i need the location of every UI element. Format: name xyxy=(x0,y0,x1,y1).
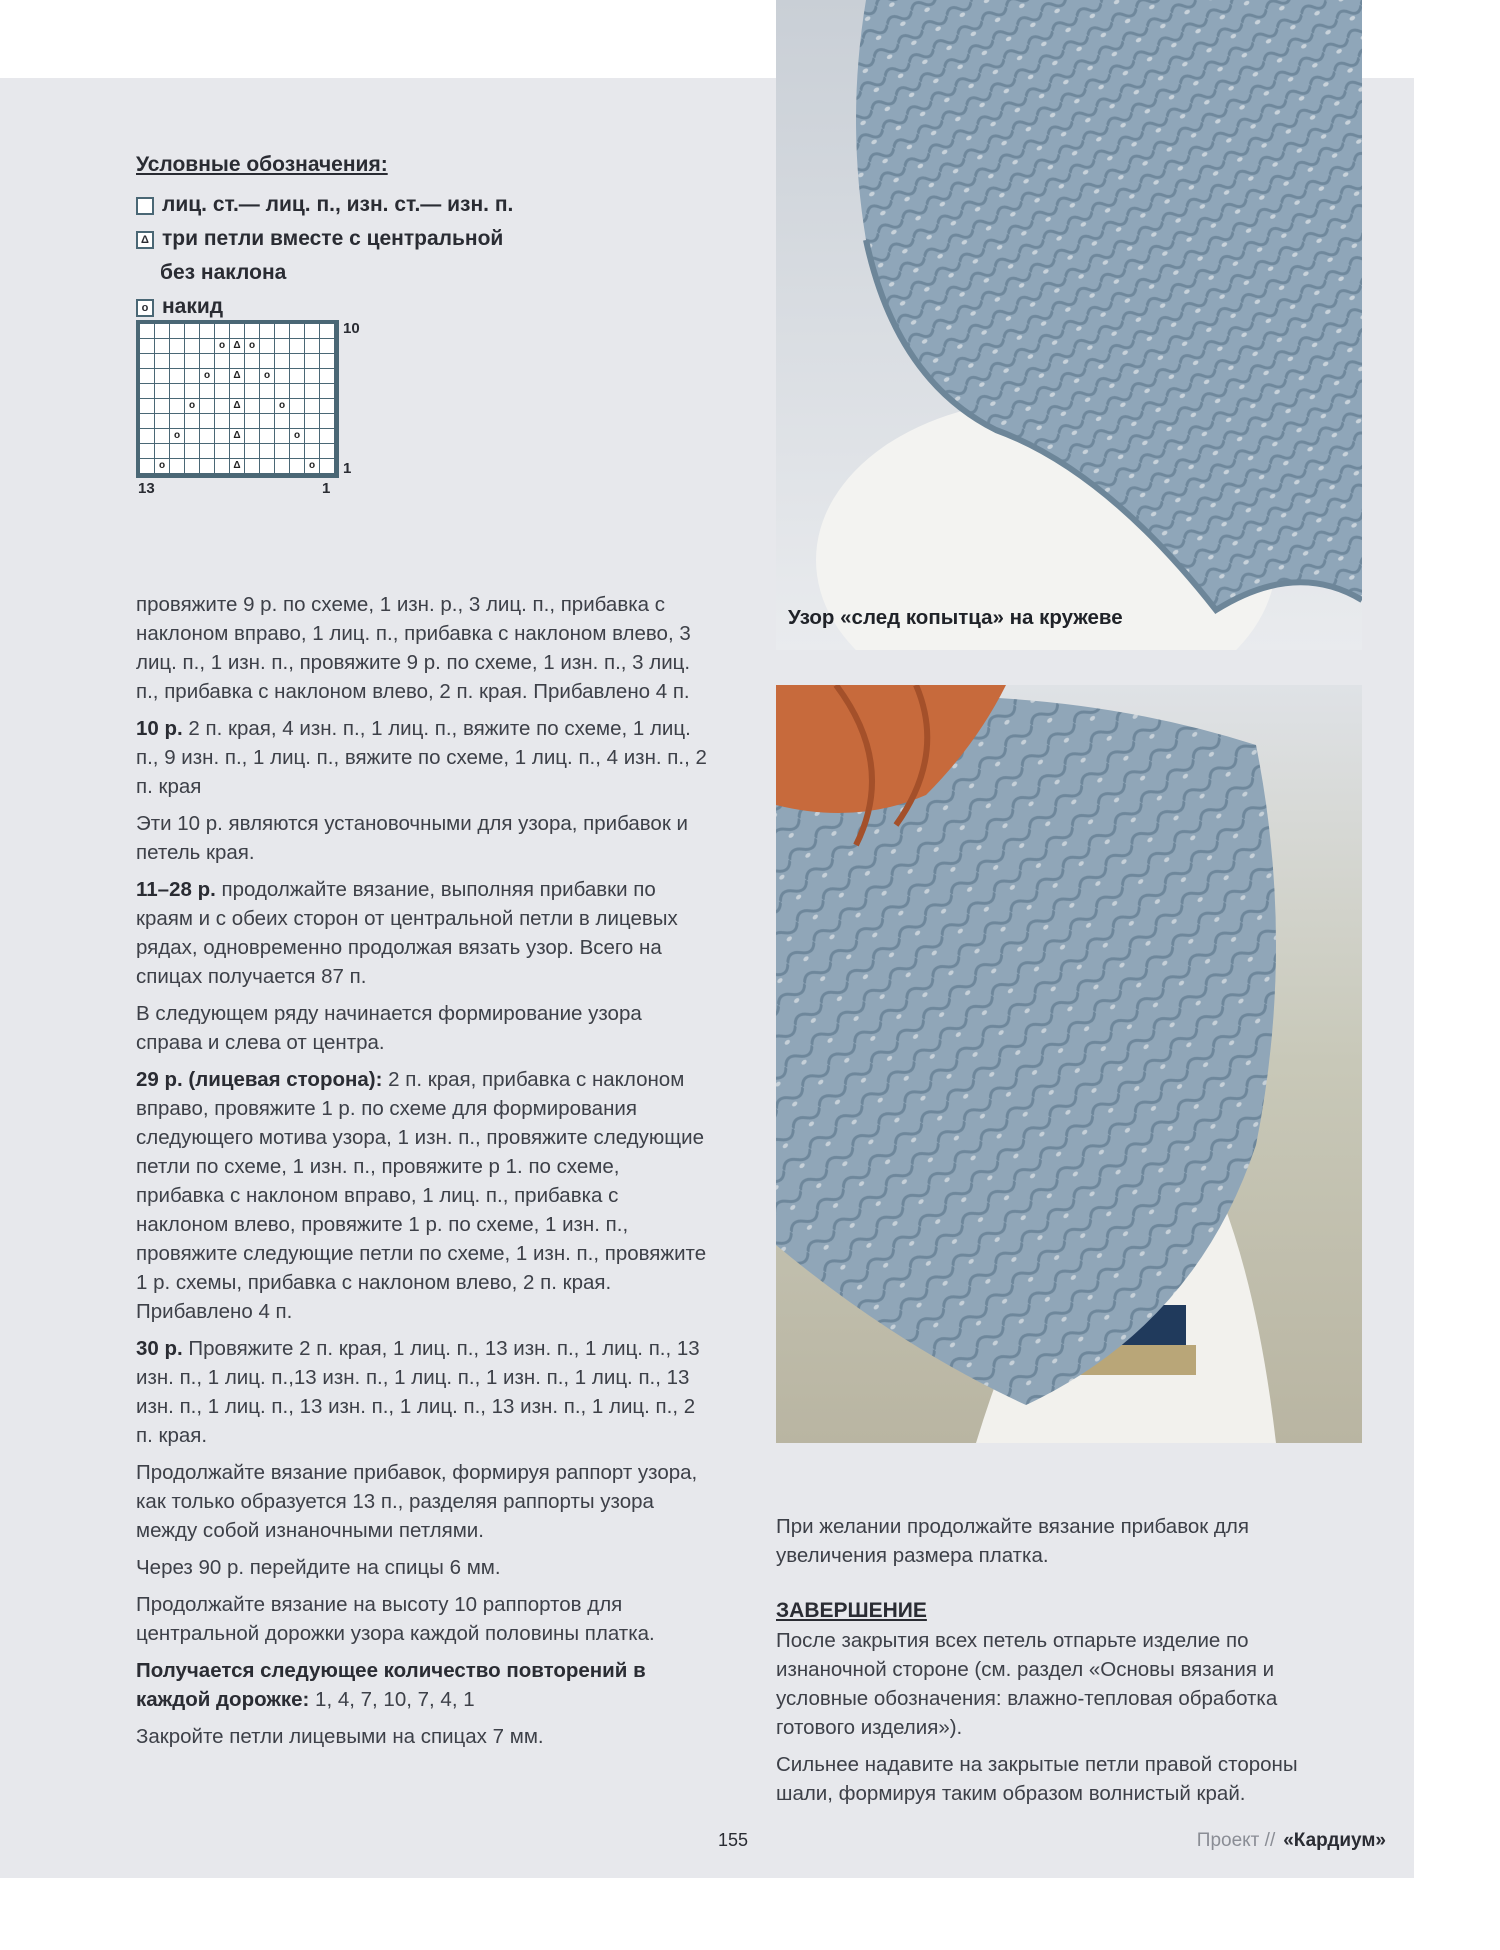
chart-cell-knit xyxy=(290,339,305,354)
chart-cell-decrease: Δ xyxy=(230,369,245,384)
chart-cell-knit xyxy=(275,354,290,369)
chart-cell-knit xyxy=(275,444,290,459)
chart-cell-knit xyxy=(185,444,200,459)
triangle-symbol-icon: Δ xyxy=(136,231,154,249)
chart-cell-knit xyxy=(260,429,275,444)
chart-cell-knit xyxy=(140,369,155,384)
chart-cell-knit xyxy=(155,429,170,444)
row-label: 11–28 р. xyxy=(136,878,216,901)
chart-cell-knit xyxy=(320,369,335,384)
legend-item-label: накид xyxy=(162,295,224,318)
chart-cell-knit xyxy=(170,459,185,474)
chart-cell-knit xyxy=(215,354,230,369)
chart-grid xyxy=(136,320,339,478)
shawl-back-photo xyxy=(776,685,1362,1443)
chart-cell-knit xyxy=(140,429,155,444)
chart-cell-knit xyxy=(275,414,290,429)
chart-cell-yarnover: o xyxy=(170,429,185,444)
chart-cell-knit xyxy=(320,324,335,339)
chart-cell-knit xyxy=(305,399,320,414)
chart-cell-knit xyxy=(155,414,170,429)
chart-cell-knit xyxy=(200,324,215,339)
chart-cell-knit xyxy=(170,444,185,459)
chart-cell-knit xyxy=(305,354,320,369)
legend-title: Условные обозначения: xyxy=(136,153,388,176)
chart-cell-knit xyxy=(185,384,200,399)
paragraph: Через 90 р. перейдите на спицы 6 мм. xyxy=(136,1556,501,1579)
paragraph: Продолжайте вязание на высоту 10 раппортов для центральной дорожки узора каждой половины платка. xyxy=(136,1593,655,1645)
chart-col-label-right: 1 xyxy=(322,480,331,497)
chart-cell-knit xyxy=(155,339,170,354)
chart-cell-knit xyxy=(140,354,155,369)
paragraph: Эти 10 р. являются установочными для узора, прибавок и петель края. xyxy=(136,812,688,864)
chart-cell-knit xyxy=(230,324,245,339)
chart-cell-knit xyxy=(185,429,200,444)
chart-cell-knit xyxy=(275,369,290,384)
chart-cell-knit xyxy=(320,339,335,354)
chart-cell-knit xyxy=(170,324,185,339)
finishing-section xyxy=(776,1596,1356,1816)
chart-cell-knit xyxy=(275,324,290,339)
chart-cell-decrease: Δ xyxy=(230,399,245,414)
chart-cell-knit xyxy=(200,339,215,354)
chart-cell-knit xyxy=(140,414,155,429)
chart-cell-knit xyxy=(320,354,335,369)
chart-cell-knit xyxy=(260,339,275,354)
row-label: 30 р. xyxy=(136,1337,183,1360)
chart-cell-knit xyxy=(245,384,260,399)
circle-symbol-icon: o xyxy=(136,299,154,317)
chart-cell-knit xyxy=(260,354,275,369)
chart-cell-knit xyxy=(245,429,260,444)
legend-item-knit xyxy=(136,188,616,222)
chart-cell-knit xyxy=(260,459,275,474)
chart-cell-knit xyxy=(200,429,215,444)
chart-cell-knit xyxy=(230,384,245,399)
chart-cell-knit xyxy=(290,444,305,459)
instructions-right-column xyxy=(776,1512,1356,1578)
chart-cell-knit xyxy=(305,324,320,339)
chart-cell-knit xyxy=(305,384,320,399)
chart-cell-knit xyxy=(320,414,335,429)
paragraph: 29 р. (лицевая сторона): 2 п. края, прибавка с наклоном вправо, провяжите 1 р. по схеме для формирования следующего мотива узора, 1 изн. п., провяжите следующие петли по схеме, 1 изн. п., провяжите р 1. по схеме, прибавка с наклоном вправо, 1 лиц. п., прибавка с наклоном влево, провяжите 1 р. по схеме, 1 изн. п., провяжите следующие петли по схеме, 1 изн. п., провяжите 1 р. схемы, прибавка с наклоном влево, 2 п. края. Прибавлено 4 п. xyxy=(136,1068,707,1323)
chart-cell-knit xyxy=(155,444,170,459)
chart-cell-knit xyxy=(185,324,200,339)
chart-cell-knit xyxy=(245,324,260,339)
paragraph: При желании продолжайте вязание прибавок для увеличения размера платка. xyxy=(776,1515,1249,1567)
legend-item-decrease-cont xyxy=(136,256,616,290)
chart-cell-knit xyxy=(305,369,320,384)
chart-cell-knit xyxy=(140,459,155,474)
chart-cell-knit xyxy=(305,414,320,429)
chart-cell-knit xyxy=(185,414,200,429)
chart-cell-knit xyxy=(215,399,230,414)
chart-cell-knit xyxy=(170,339,185,354)
chart-cell-knit xyxy=(275,384,290,399)
chart-cell-knit xyxy=(290,384,305,399)
chart-cell-knit xyxy=(290,459,305,474)
legend-item-label: лиц. ст.— лиц. п., изн. ст.— изн. п. xyxy=(162,193,514,216)
chart-cell-yarnover: o xyxy=(185,399,200,414)
section-heading: ЗАВЕРШЕНИЕ xyxy=(776,1599,927,1622)
chart-cell-knit xyxy=(260,399,275,414)
chart-cell-knit xyxy=(320,444,335,459)
chart-cell-yarnover: o xyxy=(155,459,170,474)
chart-cell-knit xyxy=(185,459,200,474)
chart-cell-knit xyxy=(260,324,275,339)
chart-cell-knit xyxy=(245,399,260,414)
legend-item-label-cont: без наклона xyxy=(160,261,287,284)
chart-cell-knit xyxy=(275,459,290,474)
chart-cell-knit xyxy=(260,384,275,399)
chart-cell-knit xyxy=(305,444,320,459)
knitting-chart xyxy=(136,320,360,497)
chart-cell-knit xyxy=(140,444,155,459)
chart-cell-knit xyxy=(170,354,185,369)
chart-cell-knit xyxy=(170,369,185,384)
chart-cell-knit xyxy=(230,444,245,459)
row-label: 10 р. xyxy=(136,717,183,740)
empty-square-icon xyxy=(136,197,154,215)
chart-cell-knit xyxy=(215,369,230,384)
chart-cell-knit xyxy=(260,444,275,459)
running-footer xyxy=(1197,1830,1386,1852)
chart-cell-decrease: Δ xyxy=(230,459,245,474)
chart-cell-knit xyxy=(155,384,170,399)
chart-cell-knit xyxy=(275,429,290,444)
chart-cell-knit xyxy=(290,399,305,414)
chart-cell-yarnover: o xyxy=(215,339,230,354)
paragraph: Сильнее надавите на закрытые петли правой стороны шали, формируя таким образом волнистый край. xyxy=(776,1753,1298,1805)
chart-cell-knit xyxy=(140,324,155,339)
chart-cell-knit xyxy=(245,414,260,429)
paragraph: провяжите 9 р. по схеме, 1 изн. р., 3 лиц. п., прибавка с наклоном вправо, 1 лиц. п., прибавка с наклоном влево, 3 лиц. п., 1 изн. п., провяжите 9 р. по схеме, 1 изн. п., 3 лиц. п., прибавка с наклоном влево, 2 п. края. Прибавлено 4 п. xyxy=(136,593,691,703)
instructions-left-column xyxy=(136,590,711,1759)
chart-cell-knit xyxy=(140,384,155,399)
paragraph: Продолжайте вязание прибавок, формируя раппорт узора, как только образуется 13 п., разделяя раппорты узора между собой изнаночными петлями. xyxy=(136,1461,698,1542)
chart-cell-knit xyxy=(245,459,260,474)
chart-cell-knit xyxy=(155,369,170,384)
chart-cell-knit xyxy=(200,384,215,399)
chart-cell-decrease: Δ xyxy=(230,429,245,444)
chart-row-label-bottom: 1 xyxy=(343,460,352,477)
chart-cell-knit xyxy=(320,429,335,444)
chart-cell-knit xyxy=(215,444,230,459)
chart-cell-knit xyxy=(290,354,305,369)
chart-cell-knit xyxy=(290,369,305,384)
chart-cell-knit xyxy=(320,384,335,399)
chart-cell-yarnover: o xyxy=(275,399,290,414)
chart-cell-knit xyxy=(215,429,230,444)
chart-cell-knit xyxy=(140,399,155,414)
chart-cell-knit xyxy=(305,429,320,444)
paragraph: Закройте петли лицевыми на спицах 7 мм. xyxy=(136,1725,544,1748)
chart-cell-yarnover: o xyxy=(200,369,215,384)
chart-cell-knit xyxy=(290,324,305,339)
chart-cell-knit xyxy=(200,459,215,474)
chart-cell-knit xyxy=(215,414,230,429)
legend-item-label: три петли вместе с центральной xyxy=(162,227,504,250)
chart-col-label-left: 13 xyxy=(138,480,155,497)
chart-cell-knit xyxy=(215,324,230,339)
chart-cell-knit xyxy=(245,354,260,369)
row-label: Получается следующее количество повторений в каждой дорожке: xyxy=(136,1659,646,1711)
chart-cell-knit xyxy=(185,339,200,354)
chart-cell-yarnover: o xyxy=(305,459,320,474)
chart-cell-decrease: Δ xyxy=(230,339,245,354)
chart-cell-knit xyxy=(215,384,230,399)
chart-cell-knit xyxy=(200,354,215,369)
chart-cell-knit xyxy=(170,399,185,414)
chart-cell-knit xyxy=(305,339,320,354)
chart-cell-knit xyxy=(290,414,305,429)
chart-cell-knit xyxy=(245,369,260,384)
chart-cell-knit xyxy=(170,414,185,429)
paragraph: 10 р. 2 п. края, 4 изн. п., 1 лиц. п., вяжите по схеме, 1 лиц. п., 9 изн. п., 1 лиц. п., вяжите по схеме, 1 лиц. п., 4 изн. п., 2 п. края xyxy=(136,717,707,798)
chart-cell-knit xyxy=(320,399,335,414)
chart-cell-knit xyxy=(155,354,170,369)
chart-cell-knit xyxy=(215,459,230,474)
page-number: 155 xyxy=(718,1830,749,1850)
legend xyxy=(136,150,616,324)
chart-cell-knit xyxy=(245,444,260,459)
chart-cell-knit xyxy=(140,339,155,354)
footer-title: «Кардиум» xyxy=(1283,1830,1386,1851)
chart-cell-knit xyxy=(155,324,170,339)
chart-cell-knit xyxy=(230,414,245,429)
chart-cell-knit xyxy=(170,384,185,399)
paragraph: После закрытия всех петель отпарьте изделие по изнаночной стороне (см. раздел «Основы вязания и условные обозначения: влажно-тепловая обработка готового изделия»). xyxy=(776,1629,1278,1739)
paragraph: 30 р. Провяжите 2 п. края, 1 лиц. п., 13 изн. п., 1 лиц. п., 13 изн. п., 1 лиц. п.,13 изн. п., 1 лиц. п., 1 изн. п., 1 лиц. п., 13 изн. п., 1 лиц. п., 13 изн. п., 1 лиц. п., 13 изн. п., 1 лиц. п., 2 п. края. xyxy=(136,1337,700,1447)
photo-caption: Узор «след копытца» на кружеве xyxy=(788,606,1123,629)
chart-cell-knit xyxy=(155,399,170,414)
footer-section: Проект // xyxy=(1196,1830,1276,1851)
chart-cell-knit xyxy=(185,369,200,384)
paragraph: В следующем ряду начинается формирование узора справа и слева от центра. xyxy=(136,1002,642,1054)
chart-cell-yarnover: o xyxy=(290,429,305,444)
chart-row-label-top: 10 xyxy=(343,320,360,337)
paragraph: 11–28 р. продолжайте вязание, выполняя прибавки по краям и с обеих сторон от центральной петли в лицевых рядах, одновременно продолжая вязать узор. Всего на спицах получается 87 п. xyxy=(136,878,678,988)
chart-cell-knit xyxy=(200,414,215,429)
chart-cell-knit xyxy=(260,414,275,429)
chart-cell-knit xyxy=(200,399,215,414)
chart-cell-yarnover: o xyxy=(260,369,275,384)
legend-item-yarnover xyxy=(136,290,616,324)
chart-cell-knit xyxy=(275,339,290,354)
chart-cell-knit xyxy=(200,444,215,459)
legend-item-decrease xyxy=(136,222,616,256)
paragraph: Получается следующее количество повторений в каждой дорожке: 1, 4, 7, 10, 7, 4, 1 xyxy=(136,1659,646,1711)
row-label: 29 р. (лицевая сторона): xyxy=(136,1068,383,1091)
chart-cell-yarnover: o xyxy=(245,339,260,354)
chart-cell-knit xyxy=(185,354,200,369)
shawl-lace-photo xyxy=(776,0,1362,650)
chart-cell-knit xyxy=(230,354,245,369)
chart-cell-knit xyxy=(320,459,335,474)
